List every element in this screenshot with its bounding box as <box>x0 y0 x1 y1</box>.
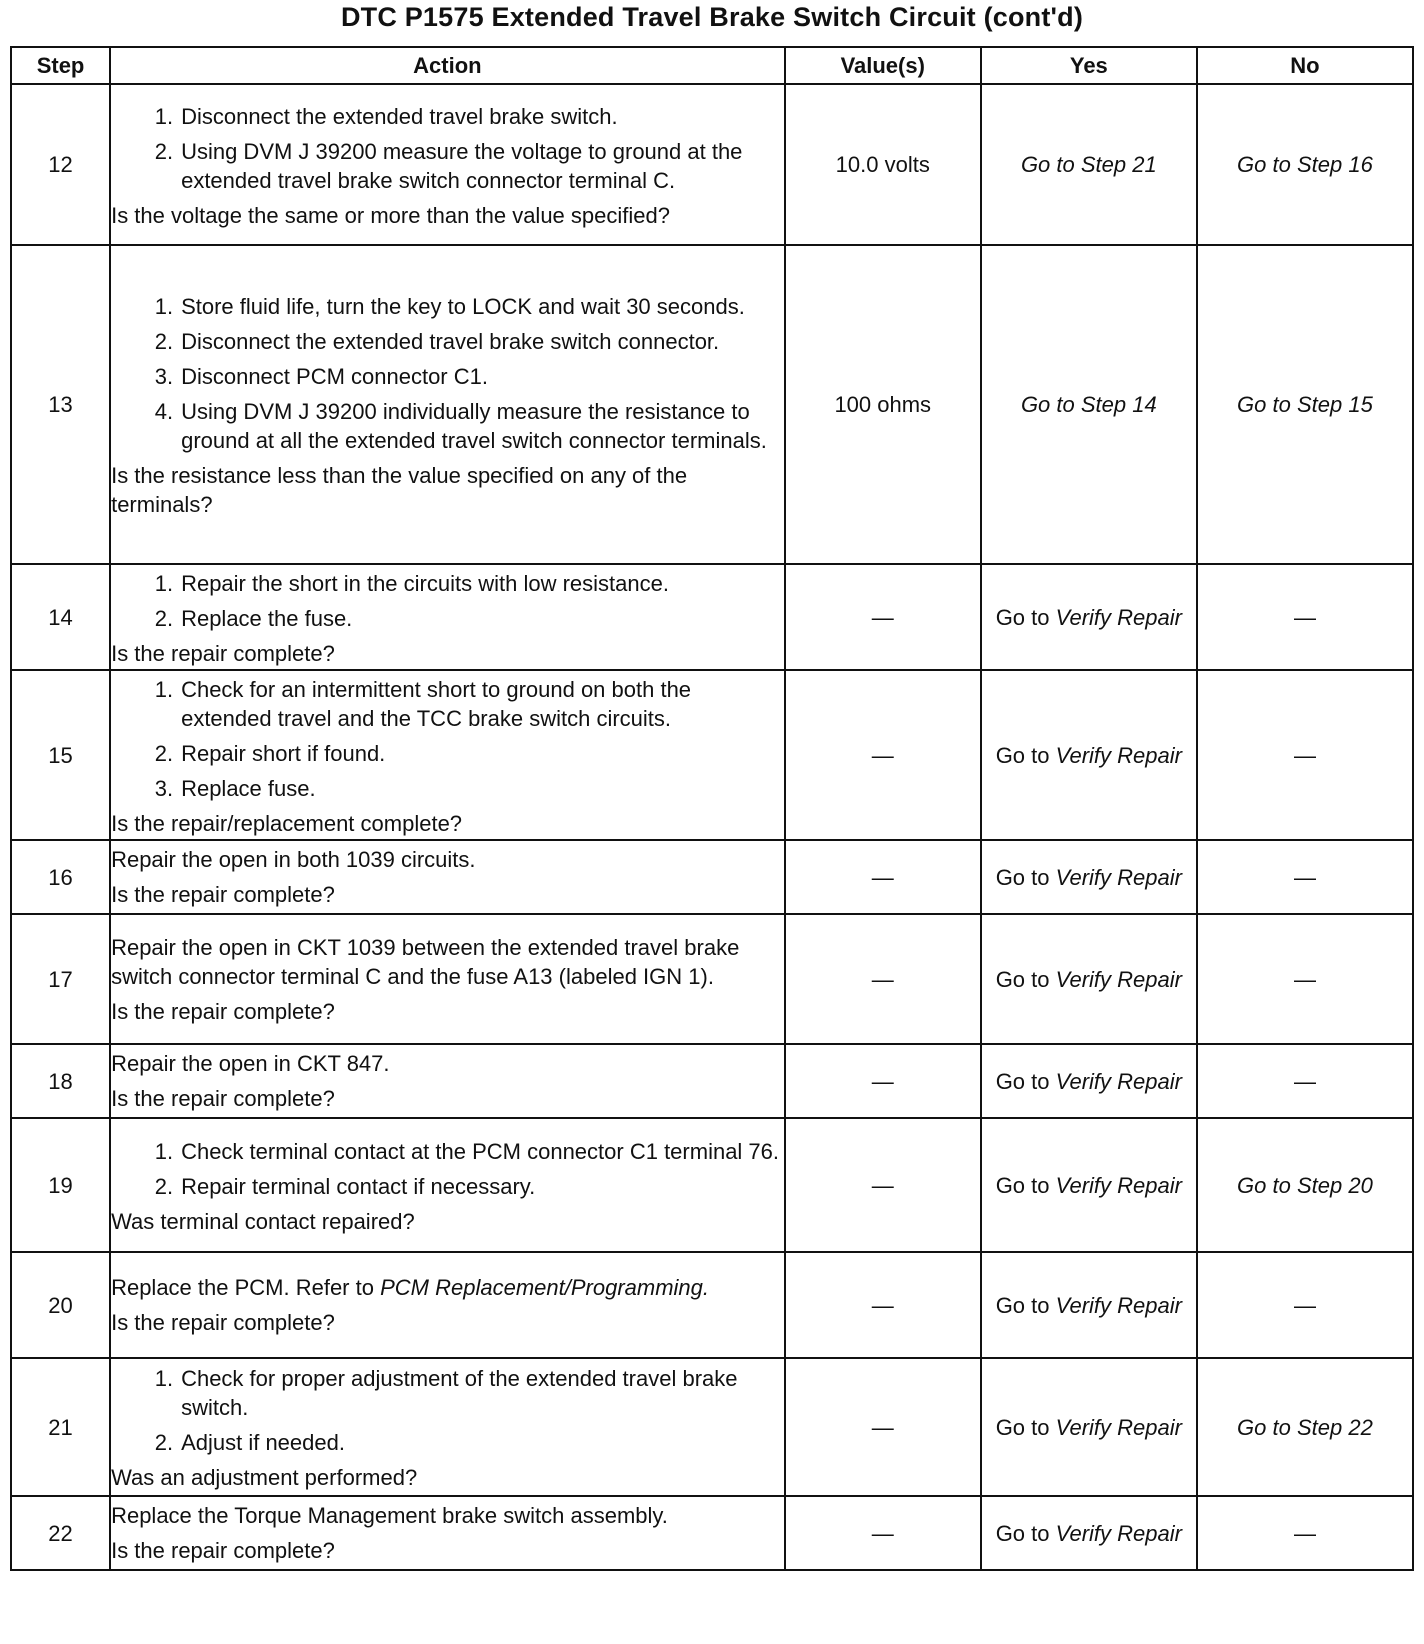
value-cell: — <box>785 840 981 914</box>
yes-cell: Go to Verify Repair <box>981 670 1197 840</box>
step-number: 21 <box>11 1358 110 1496</box>
action-question: Is the resistance less than the value specified on any of the terminals? <box>111 463 688 517</box>
action-question: Is the repair complete? <box>111 1310 335 1335</box>
action-item: 3. Replace fuse. <box>154 775 316 801</box>
action-item: 1. Disconnect the extended travel brake switch. <box>154 103 618 129</box>
pcm-replacement-link: PCM Replacement/Programming. <box>380 1275 710 1300</box>
action-question: Is the repair complete? <box>111 1086 335 1111</box>
table-row <box>11 1044 1413 1118</box>
action-question: Is the repair complete? <box>111 640 335 666</box>
no-cell: — <box>1197 1044 1413 1118</box>
no-cell: Go to Step 20 <box>1197 1118 1413 1252</box>
action-text: Repair the open in CKT 847. <box>111 1051 390 1076</box>
table-row <box>11 245 1413 564</box>
no-cell: — <box>1197 1496 1413 1570</box>
action-question: Is the voltage the same or more than the value specified? <box>111 202 670 228</box>
step-number: 12 <box>11 84 110 245</box>
action-cell <box>110 564 785 670</box>
header-action: Action <box>110 47 785 84</box>
action-question: Is the repair complete? <box>111 1538 335 1563</box>
no-cell: — <box>1197 1252 1413 1358</box>
table-header-row <box>11 47 1413 84</box>
action-text: Replace the PCM. Refer to PCM Replacement/Programming. <box>111 1275 710 1300</box>
verify-repair-link: Verify Repair <box>1055 1520 1182 1546</box>
step-number: 19 <box>11 1118 110 1252</box>
no-cell: Go to Step 16 <box>1197 84 1413 245</box>
table-row <box>11 670 1413 840</box>
yes-cell: Go to Verify Repair <box>981 1496 1197 1570</box>
action-question: Is the repair complete? <box>111 998 335 1024</box>
action-question: Was terminal contact repaired? <box>111 1208 415 1234</box>
action-item: 2. Using DVM J 39200 measure the voltage to ground at the extended travel brake switch connector terminal C. <box>154 138 743 193</box>
page-title: DTC P1575 Extended Travel Brake Switch Circuit (cont'd) <box>340 2 1084 32</box>
step-number: 17 <box>11 914 110 1044</box>
verify-repair-link: Verify Repair <box>1055 864 1182 890</box>
verify-repair-link: Verify Repair <box>1055 1172 1182 1198</box>
action-cell <box>110 914 785 1044</box>
action-item: 4. Using DVM J 39200 individually measure the resistance to ground at all the extended travel switch connector terminals. <box>154 399 767 453</box>
yes-cell: Go to Step 14 <box>981 245 1197 564</box>
diagnostic-table <box>10 46 1414 1571</box>
yes-cell: Go to Verify Repair <box>981 1044 1197 1118</box>
action-cell <box>110 245 785 564</box>
action-cell <box>110 1044 785 1118</box>
action-item: 1. Repair the short in the circuits with low resistance. <box>154 570 669 596</box>
verify-repair-link: Verify Repair <box>1055 1068 1182 1094</box>
verify-repair-link: Verify Repair <box>1055 604 1182 630</box>
action-cell <box>110 84 785 245</box>
value-cell: 100 ohms <box>785 245 981 564</box>
table-row <box>11 564 1413 670</box>
table-row <box>11 840 1413 914</box>
no-cell: — <box>1197 670 1413 840</box>
action-cell <box>110 1358 785 1496</box>
step-number: 22 <box>11 1496 110 1570</box>
yes-cell: Go to Verify Repair <box>981 1252 1197 1358</box>
action-item: 3. Disconnect PCM connector C1. <box>154 364 488 389</box>
action-item: 2. Repair short if found. <box>154 740 386 766</box>
action-cell <box>110 1496 785 1570</box>
header-step: Step <box>11 47 110 84</box>
no-cell: Go to Step 15 <box>1197 245 1413 564</box>
action-cell <box>110 1252 785 1358</box>
no-cell: — <box>1197 564 1413 670</box>
header-values: Value(s) <box>785 47 981 84</box>
step-number: 18 <box>11 1044 110 1118</box>
action-cell <box>110 1118 785 1252</box>
value-cell: — <box>785 1358 981 1496</box>
verify-repair-link: Verify Repair <box>1055 742 1182 768</box>
action-item: 2. Repair terminal contact if necessary. <box>154 1173 536 1199</box>
value-cell: — <box>785 564 981 670</box>
yes-cell: Go to Verify Repair <box>981 914 1197 1044</box>
table-row <box>11 84 1413 245</box>
action-cell <box>110 670 785 840</box>
step-number: 14 <box>11 564 110 670</box>
table-row <box>11 914 1413 1044</box>
no-cell: Go to Step 22 <box>1197 1358 1413 1496</box>
action-item: 2. Adjust if needed. <box>154 1430 345 1455</box>
action-item: 2. Disconnect the extended travel brake switch connector. <box>154 329 720 354</box>
yes-cell: Go to Verify Repair <box>981 1358 1197 1496</box>
value-cell: — <box>785 1044 981 1118</box>
yes-cell: Go to Verify Repair <box>981 1118 1197 1252</box>
verify-repair-link: Verify Repair <box>1055 1414 1182 1440</box>
yes-cell: Go to Verify Repair <box>981 840 1197 914</box>
yes-cell: Go to Verify Repair <box>981 564 1197 670</box>
no-cell: — <box>1197 914 1413 1044</box>
table-row <box>11 1252 1413 1358</box>
action-item: 1. Check terminal contact at the PCM connector C1 terminal 76. <box>154 1138 780 1164</box>
step-number: 15 <box>11 670 110 840</box>
value-cell: — <box>785 914 981 1044</box>
step-number: 13 <box>11 245 110 564</box>
action-item: 1. Store fluid life, turn the key to LOCK and wait 30 seconds. <box>154 294 745 319</box>
action-item: 2. Replace the fuse. <box>154 605 353 631</box>
action-item: 1. Check for proper adjustment of the extended travel brake switch. <box>154 1366 738 1420</box>
header-yes: Yes <box>981 47 1197 84</box>
value-cell: — <box>785 1252 981 1358</box>
table-row <box>11 1496 1413 1570</box>
verify-repair-link: Verify Repair <box>1055 966 1182 992</box>
value-cell: 10.0 volts <box>785 84 981 245</box>
value-cell: — <box>785 1496 981 1570</box>
value-cell: — <box>785 1118 981 1252</box>
action-text: Repair the open in CKT 1039 between the extended travel brake switch connector terminal C and the fuse A13 (labeled IGN 1). <box>111 934 740 989</box>
action-item: 1. Check for an intermittent short to ground on both the extended travel and the TCC brake switch circuits. <box>154 676 692 731</box>
action-text: Replace the Torque Management brake switch assembly. <box>111 1503 668 1528</box>
verify-repair-link: Verify Repair <box>1055 1292 1182 1318</box>
no-cell: — <box>1197 840 1413 914</box>
action-question: Is the repair/replacement complete? <box>111 810 463 836</box>
action-question: Was an adjustment performed? <box>111 1465 418 1490</box>
step-number: 20 <box>11 1252 110 1358</box>
yes-cell: Go to Step 21 <box>981 84 1197 245</box>
header-no: No <box>1197 47 1413 84</box>
action-cell <box>110 840 785 914</box>
table-row <box>11 1118 1413 1252</box>
step-number: 16 <box>11 840 110 914</box>
action-text: Repair the open in both 1039 circuits. <box>111 847 476 872</box>
action-question: Is the repair complete? <box>111 882 335 907</box>
table-row <box>11 1358 1413 1496</box>
value-cell: — <box>785 670 981 840</box>
